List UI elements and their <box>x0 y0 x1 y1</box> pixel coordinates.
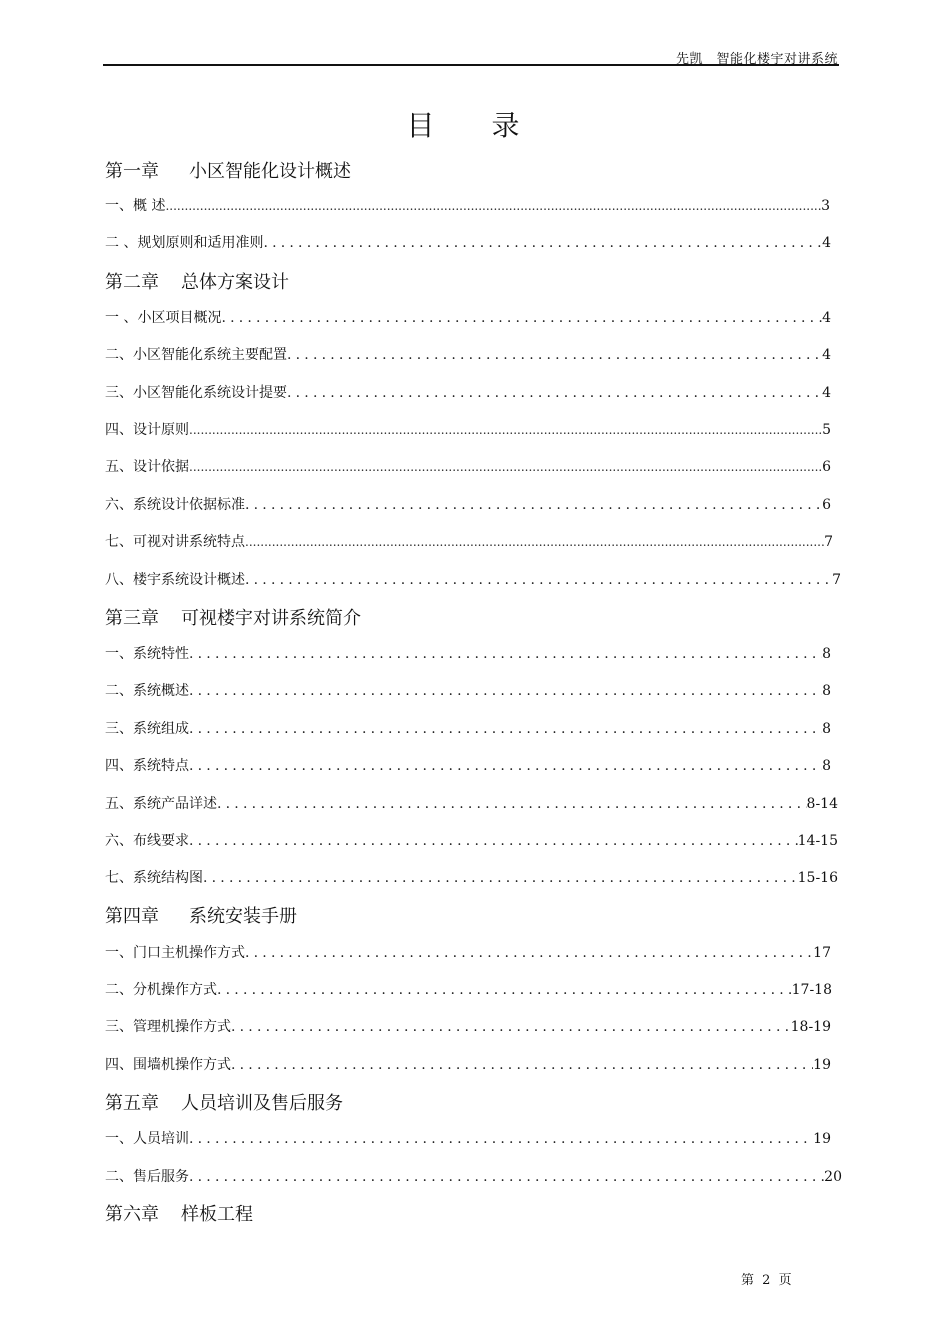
dot-leader <box>221 310 822 326</box>
toc-entry-label: 一、系统特性 <box>105 646 189 662</box>
toc-entry[interactable] <box>105 1054 831 1074</box>
toc-page-number: 18-19 <box>790 1019 831 1035</box>
toc-entry[interactable] <box>105 1166 842 1186</box>
chapter-heading <box>105 157 351 183</box>
dot-leader <box>263 235 822 251</box>
dot-leader <box>287 347 822 363</box>
toc-page-number: 8 <box>822 721 831 737</box>
toc-entry-label: 二 、规划原则和适用准则 <box>105 235 264 251</box>
chapter-number: 第六章 <box>105 1204 159 1225</box>
toc-entry-label: 七、系统结构图 <box>105 870 203 886</box>
toc-entry[interactable] <box>105 344 831 364</box>
chapter-title: 总体方案设计 <box>181 272 289 293</box>
toc-page-number: 15-16 <box>797 870 838 886</box>
dot-leader <box>245 945 813 961</box>
dot-leader <box>231 1019 791 1035</box>
chapter-number: 第五章 <box>105 1093 159 1114</box>
toc-entry[interactable] <box>105 979 832 999</box>
toc-entry-label: 四、系统特点 <box>105 758 189 774</box>
toc-entry-label: 一、人员培训 <box>105 1131 189 1147</box>
toc-page-number: 6 <box>822 459 831 475</box>
dot-leader <box>189 758 822 774</box>
footer-suffix: 页 <box>778 1273 792 1288</box>
chapter-number: 第四章 <box>105 906 159 927</box>
header-divider <box>103 64 839 66</box>
toc-page-number: 4 <box>822 385 831 401</box>
toc-entry[interactable] <box>105 867 838 887</box>
toc-entry[interactable] <box>105 830 838 850</box>
dot-leader <box>189 1169 824 1185</box>
dot-leader <box>245 535 824 549</box>
toc-entry-label: 一、概 述 <box>105 198 166 214</box>
toc-page-number: 14-15 <box>797 833 838 849</box>
toc-entry-label: 三、系统组成 <box>105 721 189 737</box>
toc-entry[interactable] <box>105 531 833 551</box>
dot-leader <box>189 646 822 662</box>
toc-entry[interactable] <box>105 718 831 738</box>
header-title: 先凯 智能化楼宇对讲系统 <box>675 52 838 67</box>
dot-leader <box>217 796 807 812</box>
dot-leader <box>189 683 822 699</box>
toc-entry-label: 六、系统设计依据标准 <box>105 497 245 513</box>
toc-entry-label: 四、设计原则 <box>105 422 189 438</box>
toc-entry[interactable] <box>105 456 831 476</box>
chapter-heading <box>105 902 297 928</box>
toc-page-number: 5 <box>822 422 831 438</box>
toc-entry-label: 三、管理机操作方式 <box>105 1019 231 1035</box>
toc-entry[interactable] <box>105 307 831 327</box>
chapter-heading <box>105 1089 343 1115</box>
dot-leader <box>189 833 798 849</box>
dot-leader <box>217 982 792 998</box>
toc-entry[interactable] <box>105 942 831 962</box>
footer-page-number: 2 <box>762 1273 771 1288</box>
toc-entry-label: 五、系统产品详述 <box>105 796 217 812</box>
toc-page-number: 4 <box>822 310 831 326</box>
toc-entry[interactable] <box>105 1016 831 1036</box>
chapter-number: 第三章 <box>105 608 159 629</box>
dot-leader <box>189 1131 813 1147</box>
chapter-title: 可视楼宇对讲系统简介 <box>181 608 361 629</box>
toc-entry-label: 三、小区智能化系统设计提要 <box>105 385 287 401</box>
toc-entry-label: 四、围墙机操作方式 <box>105 1057 231 1073</box>
dot-leader <box>189 460 822 474</box>
dot-leader <box>189 721 822 737</box>
toc-page-number: 4 <box>822 235 831 251</box>
toc-page-number: 19 <box>813 1131 831 1147</box>
toc-page-number: 6 <box>822 497 831 513</box>
chapter-heading <box>105 268 289 294</box>
chapter-title: 小区智能化设计概述 <box>189 161 351 182</box>
toc-page-number: 17-18 <box>791 982 832 998</box>
page-title: 目 录 <box>406 109 544 142</box>
toc-page-number: 3 <box>821 198 830 214</box>
dot-leader <box>165 199 821 213</box>
toc-entry-label: 七、可视对讲系统特点 <box>105 534 245 550</box>
toc-entry-label: 八、楼宇系统设计概述 <box>105 572 245 588</box>
toc-entry-label: 五、设计依据 <box>105 459 189 475</box>
toc-entry[interactable] <box>105 195 830 215</box>
toc-entry-label: 一、门口主机操作方式 <box>105 945 245 961</box>
toc-entry[interactable] <box>105 643 831 663</box>
chapter-heading <box>105 604 361 630</box>
chapter-title: 系统安装手册 <box>189 906 297 927</box>
dot-leader <box>231 1057 813 1073</box>
toc-entry[interactable] <box>105 232 831 252</box>
toc-page-number: 20 <box>824 1169 842 1185</box>
dot-leader <box>287 385 822 401</box>
toc-page-number: 8 <box>822 683 831 699</box>
toc-page-number: 8-14 <box>806 796 838 812</box>
toc-entry[interactable] <box>105 419 831 439</box>
toc-entry[interactable] <box>105 755 831 775</box>
toc-page-number: 17 <box>813 945 831 961</box>
dot-leader <box>245 572 832 588</box>
toc-entry-label: 二、分机操作方式 <box>105 982 217 998</box>
toc-entry-label: 二、小区智能化系统主要配置 <box>105 347 287 363</box>
chapter-heading <box>105 1200 253 1226</box>
footer-prefix: 第 <box>741 1273 755 1288</box>
toc-entry-label: 二、系统概述 <box>105 683 189 699</box>
chapter-title: 样板工程 <box>181 1204 253 1225</box>
dot-leader <box>245 497 822 513</box>
toc-page-number: 8 <box>822 758 831 774</box>
chapter-number: 第一章 <box>105 161 159 182</box>
toc-page-number: 8 <box>822 646 831 662</box>
toc-page-number: 19 <box>813 1057 831 1073</box>
toc-entry[interactable] <box>105 494 831 514</box>
toc-page-number: 7 <box>824 534 833 550</box>
chapter-number: 第二章 <box>105 272 159 293</box>
toc-page-number: 7 <box>832 572 841 588</box>
toc-entry[interactable] <box>105 382 831 402</box>
toc-entry-label: 二、售后服务 <box>105 1169 189 1185</box>
chapter-title: 人员培训及售后服务 <box>181 1093 343 1114</box>
dot-leader <box>189 423 822 437</box>
page-footer <box>741 1269 796 1288</box>
toc-entry[interactable] <box>105 680 831 700</box>
toc-entry[interactable] <box>105 793 838 813</box>
toc-entry[interactable] <box>105 1128 831 1148</box>
toc-entry-label: 一 、小区项目概况 <box>105 310 222 326</box>
toc-entry[interactable] <box>105 569 841 589</box>
toc-page-number: 4 <box>822 347 831 363</box>
dot-leader <box>203 870 798 886</box>
toc-entry-label: 六、布线要求 <box>105 833 189 849</box>
